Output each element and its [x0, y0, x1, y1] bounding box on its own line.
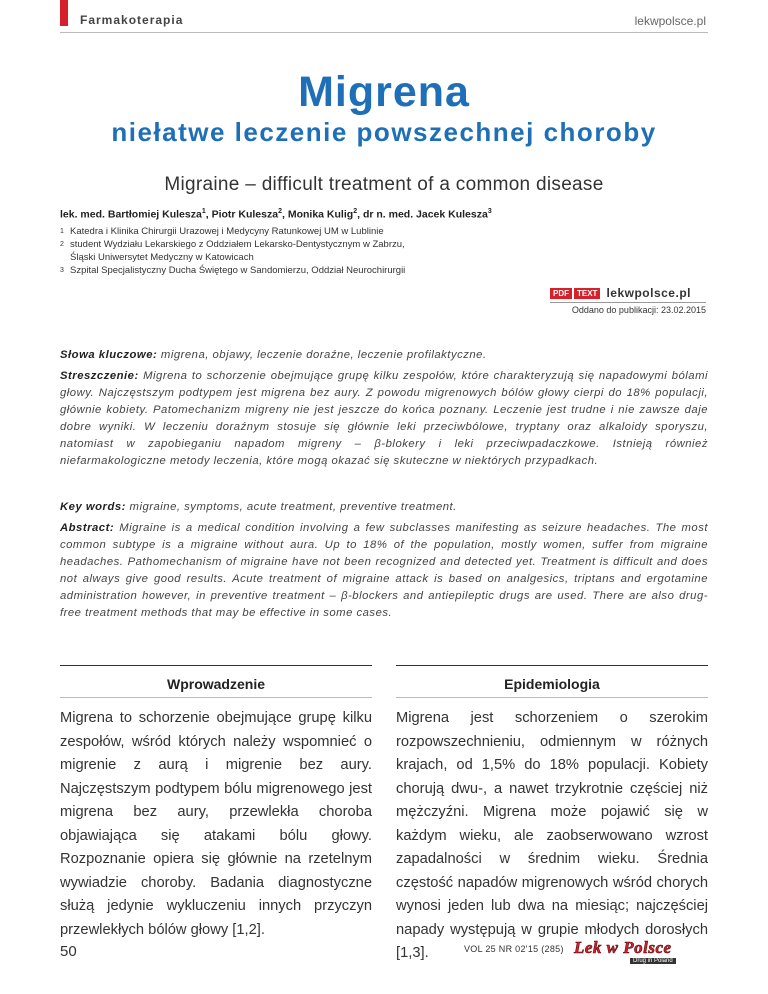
badge-divider — [550, 302, 706, 303]
affiliations — [60, 225, 405, 277]
left-column-rule — [60, 665, 372, 666]
text-label: TEXT — [573, 288, 600, 299]
keywords-english — [60, 499, 708, 516]
author-affiliation-ref: 2 — [353, 208, 358, 215]
introduction-body: Migrena to schorzenie obejmujące grupę kilku zespołów, wśród których należy wspomnieć o migrenie z aurą i migrenie bez aury. Najczęstszym podtypem bólu migrenowego jest migrena bez aury, przewlekła choroba objawiająca się atakami bólu głowy. Rozpoznanie opiera się głównie na rzetelnym wywiadzie choroby. Badania diagnostyczne służą jedynie wykluczeniu innych przyczyn przewlekłych bólów głowy [1,2]. — [60, 710, 372, 938]
author-list: lek. med. Bartłomiej Kulesza$^1$, Piotr Kulesza$^2$, Monika Kulig$^2$, dr n. med. Jacek Kulesza$^3$ — [60, 208, 492, 221]
abstract-text: Migrena to schorzenie obejmujące grupę kilku zespołów, które charakteryzują się napadowymi bólami głowy. Najczęstszym podtypem jest migrena bez aury. Z powodu migrenowych bólów głowy cierpi do 18% populacji, głównie kobiety. Patomechanizm migreny nie jest jeszcze do końca poznany. Leczenie jest trudne i nie zawsze daje dobre wyniki. W leczeniu doraźnym stosuje się głównie leki przeciwbólowe, tryptany oraz alkaloidy sporyszu, natomiast w zapobieganiu napadom migreny – β-blokery i leki przeciwpadaczkowe. Istnieją również niefarmakologiczne metody leczenia, które mogą okazać się skuteczne w niektórych przypadkach. — [60, 370, 708, 467]
left-heading-underline — [60, 697, 372, 698]
abstract-label: Abstract: — [60, 522, 115, 534]
section-heading-epidemiology: Epidemiologia — [504, 676, 600, 692]
header-divider — [60, 32, 708, 33]
article-title: Migrena — [298, 68, 470, 116]
logo-subtitle: Drug in Poland — [630, 958, 676, 964]
keywords-label: Słowa kluczowe: — [60, 349, 158, 361]
author-name: lek. med. Bartłomiej Kulesza — [60, 208, 202, 221]
submission-date: Oddano do publikacji: 23.02.2015 — [571, 305, 706, 315]
abstract-english — [60, 520, 708, 622]
article-subtitle: niełatwe leczenie powszechnej choroby — [111, 117, 657, 147]
badge-brand: lekwpolsce.pl — [606, 286, 691, 300]
right-heading-underline — [396, 697, 708, 698]
volume-info: VOL 25 NR 02'15 (285) — [464, 944, 564, 954]
pdf-label: PDF — [550, 288, 572, 299]
pdf-text-badge[interactable] — [550, 286, 691, 300]
page-number: 50 — [60, 943, 77, 960]
affiliation-item: 2 student Wydziału Lekarskiego z Oddziałem Lekarsko-Dentystycznym w Zabrzu, — [60, 239, 405, 250]
abstract-text: Migraine is a medical condition involving a few subclasses manifesting as seizure headaches. The most common subtype is a migraine without aura. Up to 18% of the population, mostly women, suffer from migraine headaches. Pathomechanism of migraine have not been recognized and detected yet. Treatment is difficult and does not always give good results. Acute treatment of migraine attack is based on analgesics, triptans and ergotamine administration however, in preventive treatment – β-blockers and antiepileptic drugs are used. There are also drug-free treatment methods that may be effective in some cases. — [60, 522, 708, 619]
english-title: Migraine – difficult treatment of a common disease — [164, 174, 604, 195]
right-column-rule — [396, 665, 708, 666]
affiliation-item: 3 Szpital Specjalistyczny Ducha Świętego w Sandomierzu, Oddział Neurochirurgii — [60, 265, 406, 276]
affiliation-item: 1 Katedra i Klinika Chirurgii Urazowej i Medycyny Ratunkowej UM w Lublinie — [60, 226, 384, 237]
author-name: Piotr Kulesza — [211, 208, 279, 221]
keywords-text: migraine, symptoms, acute treatment, preventive treatment. — [129, 501, 457, 513]
author-name: Monika Kulig — [287, 208, 354, 221]
author-affiliation-ref: 3 — [487, 208, 492, 215]
journal-logo — [574, 938, 673, 964]
epidemiology-body: Migrena jest schorzeniem o szerokim rozpowszechnieniu, odmiennym w różnych krajach, od 1,5% do 18% populacji. Kobiety chorują dwu-, a nawet trzykrotnie częściej niż mężczyźni. Migrena może pojawić się w każdym wieku, ale zaobserwowano wzrost zapadalności w średnim wieku. Średnia częstość napadów migrenowych wśród chorych wynosi jeden lub dwa na miesiąc; najczęściej napady występują w grupie młodych dorosłych [1,3]. — [396, 710, 708, 961]
logo-text: Lek w Polsce — [574, 938, 672, 957]
section-marker — [60, 0, 68, 26]
author-affiliation-ref: 1 — [201, 208, 206, 215]
abstract-label: Streszczenie: — [60, 370, 139, 382]
keywords-text: migrena, objawy, leczenie doraźne, leczenie profilaktyczne. — [160, 349, 487, 361]
abstract-polish — [60, 368, 708, 470]
author-name: dr n. med. Jacek Kulesza — [362, 208, 488, 221]
affiliation-item-continued: Śląski Uniwersytet Medyczny w Katowicach — [70, 252, 254, 263]
author-affiliation-ref: 2 — [278, 208, 282, 215]
site-url[interactable]: lekwpolsce.pl — [634, 14, 706, 28]
section-heading-introduction: Wprowadzenie — [166, 676, 265, 692]
keywords-polish — [60, 347, 708, 364]
keywords-label: Key words: — [60, 501, 126, 513]
section-label: Farmakoterapia — [80, 13, 184, 27]
